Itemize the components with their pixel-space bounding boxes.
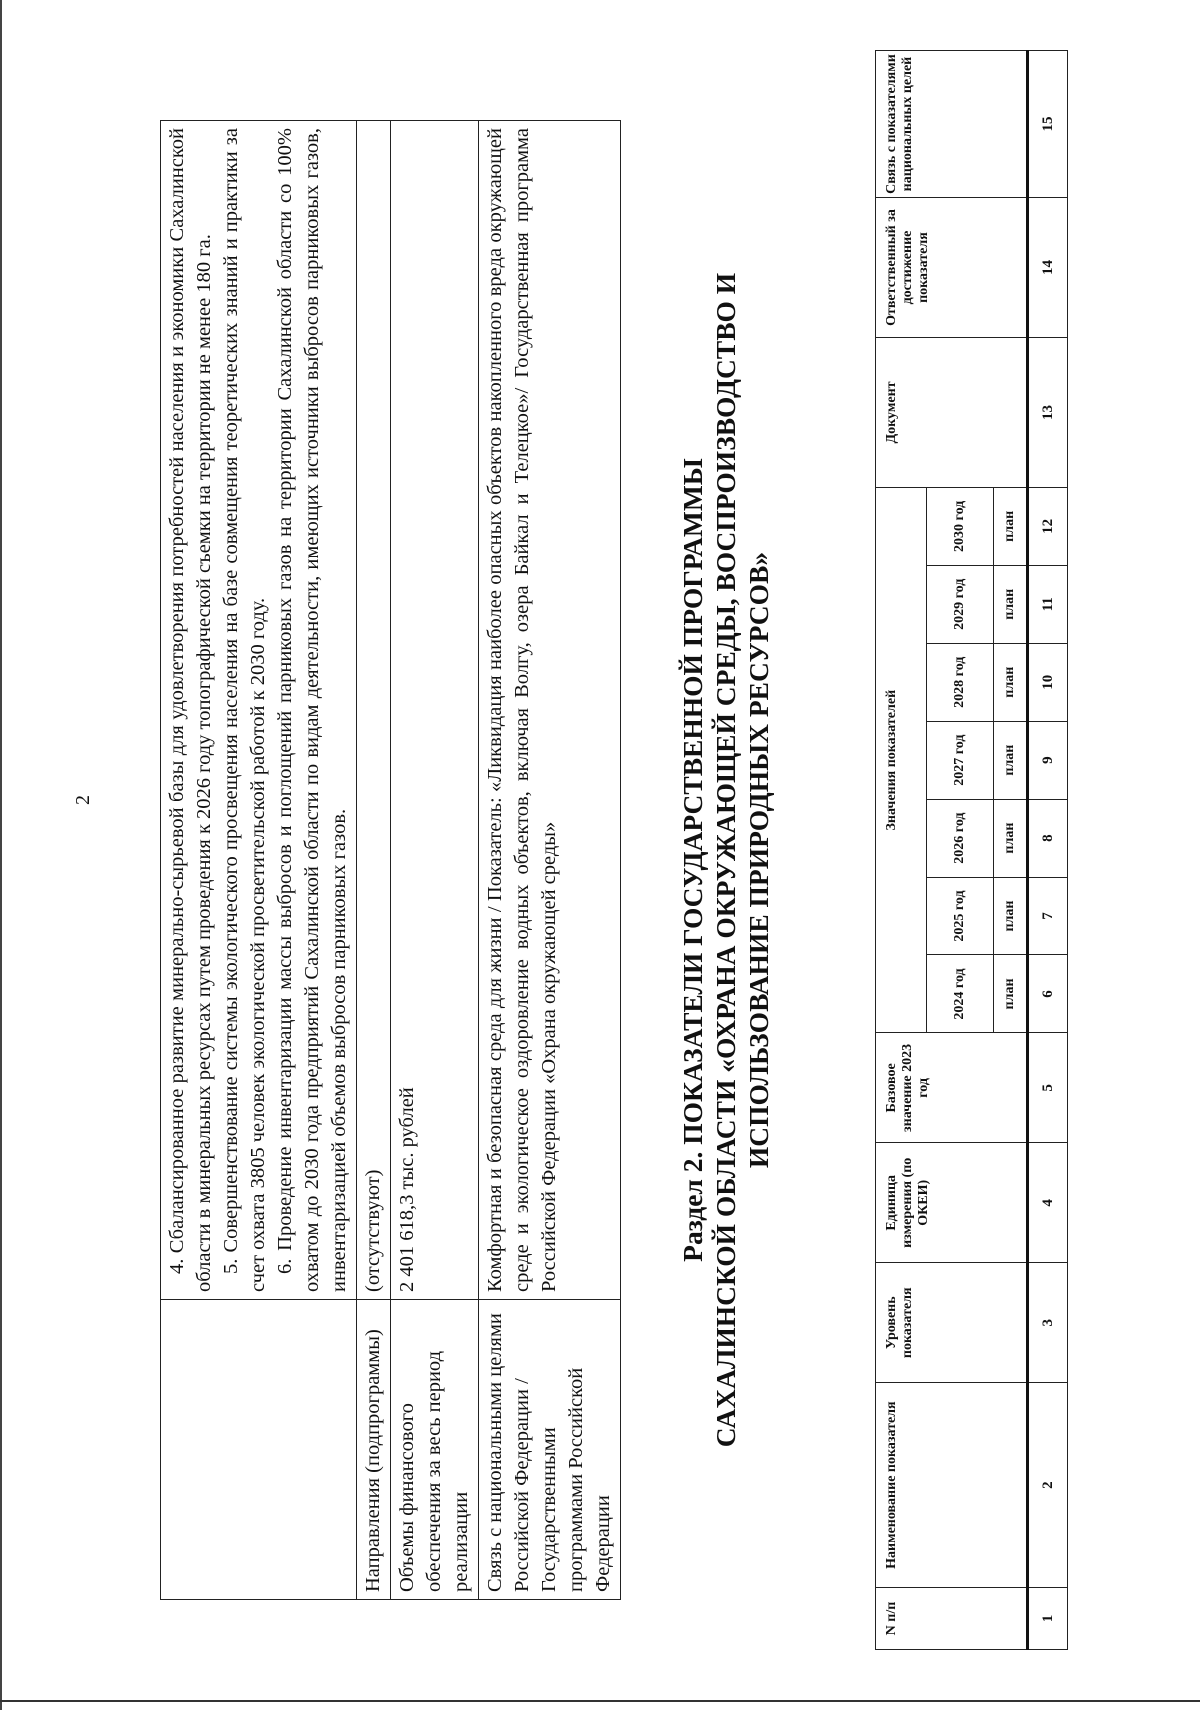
indicators-table: [875, 50, 1068, 1650]
table-row: [479, 121, 621, 1600]
header-values-group: Значения показателей: [876, 487, 927, 1033]
header-plan: план: [994, 643, 1028, 721]
table-row: [161, 121, 357, 1600]
header-num: N п/п: [876, 1588, 1028, 1650]
column-number: 11: [1028, 565, 1068, 643]
table-row: [391, 121, 479, 1600]
header-year: 2026 год: [927, 799, 994, 877]
section-title-line: Раздел 2. ПОКАЗАТЕЛИ ГОСУДАРСТВЕННОЙ ПРОГРАММЫ: [677, 458, 708, 1262]
column-number: 5: [1028, 1033, 1068, 1143]
table-row: [357, 121, 391, 1600]
section-title-line: ИСПОЛЬЗОВАНИЕ ПРИРОДНЫХ РЕСУРСОВ»: [743, 551, 774, 1169]
header-year: 2030 год: [927, 487, 994, 565]
header-plan: план: [994, 955, 1028, 1033]
row-value: (отсутствуют): [357, 121, 391, 1300]
header-plan: план: [994, 565, 1028, 643]
column-number: 13: [1028, 338, 1068, 488]
goal-paragraph: 5. Совершенствование системы экологического просвещения населения на базе совмещения теоретических знаний и практики за счет охвата 3805 человек экологической просветительской работой к 2030 году.: [220, 128, 269, 1292]
passport-table: [160, 120, 621, 1600]
header-document: Документ: [876, 338, 1028, 488]
header-plan: план: [994, 721, 1028, 799]
column-number: 12: [1028, 487, 1068, 565]
column-number: 7: [1028, 877, 1068, 955]
row-value: [161, 121, 357, 1300]
header-name: Наименование показателя: [876, 1383, 1028, 1588]
section-title-line: САХАЛИНСКОЙ ОБЛАСТИ «ОХРАНА ОКРУЖАЮЩЕЙ СРЕДЫ, ВОСПРОИЗВОДСТВО И: [710, 272, 741, 1448]
header-link: Связь с показателями национальных целей: [876, 51, 1028, 198]
column-number: 10: [1028, 643, 1068, 721]
header-unit: Единица измерения (по ОКЕИ): [876, 1143, 1028, 1263]
column-number: 8: [1028, 799, 1068, 877]
column-number: 4: [1028, 1143, 1068, 1263]
header-year: 2024 год: [927, 955, 994, 1033]
column-number: 1: [1028, 1588, 1068, 1650]
column-number: 3: [1028, 1263, 1068, 1383]
row-value: 2 401 618,3 тыс. рублей: [391, 121, 479, 1300]
column-number: 9: [1028, 721, 1068, 799]
goal-paragraph: 6. Проведение инвентаризации массы выбросов и поглощений парниковых газов на территории Сахалинской области со 100% охватом до 2030 года предприятий Сахалинской области по видам деятельности, имеющих источники выбросов парниковых газов, инвентаризацией объемов выбросов парниковых газов.: [274, 128, 350, 1292]
header-row: [876, 51, 927, 1650]
column-number: 14: [1028, 198, 1068, 338]
goal-paragraph: 4. Сбалансированное развитие минерально-сырьевой базы для удовлетворения потребностей населения и экономики Сахалинской области в минеральных ресурсах путем проведения к 2026 году топографической съемки на территории не менее 180 га.: [166, 128, 215, 1292]
row-value: Комфортная и безопасная среда для жизни / Показатель: «Ликвидация наиболее опасных объектов накопленного вреда окружающей среде и экологическое оздоровление водных объектов, включая Волгу, озера Байкал и Телецкое»/ Государственная программа Российской Федерации «Охрана окружающей среды»: [479, 121, 621, 1300]
page-number: 2: [72, 795, 94, 805]
section-title: [676, 120, 775, 1600]
header-base: Базовое значение 2023 год: [876, 1033, 1028, 1143]
header-year: 2029 год: [927, 565, 994, 643]
header-plan: план: [994, 487, 1028, 565]
header-responsible: Ответственный за достижение показателя: [876, 198, 1028, 338]
column-number: 2: [1028, 1383, 1068, 1588]
row-label: [161, 1300, 357, 1600]
header-level: Уровень показателя: [876, 1263, 1028, 1383]
header-year: 2028 год: [927, 643, 994, 721]
row-label: Объемы финансового обеспечения за весь период реализации: [391, 1300, 479, 1600]
row-label: Направления (подпрограммы): [357, 1300, 391, 1600]
column-numbers-row: [1028, 51, 1068, 1650]
header-plan: план: [994, 877, 1028, 955]
column-number: 6: [1028, 955, 1068, 1033]
column-number: 15: [1028, 51, 1068, 198]
header-year: 2027 год: [927, 721, 994, 799]
header-plan: план: [994, 799, 1028, 877]
header-year: 2025 год: [927, 877, 994, 955]
row-label: Связь с национальными целями Российской Федерации / Государственными программами Российской Федерации: [479, 1300, 621, 1600]
